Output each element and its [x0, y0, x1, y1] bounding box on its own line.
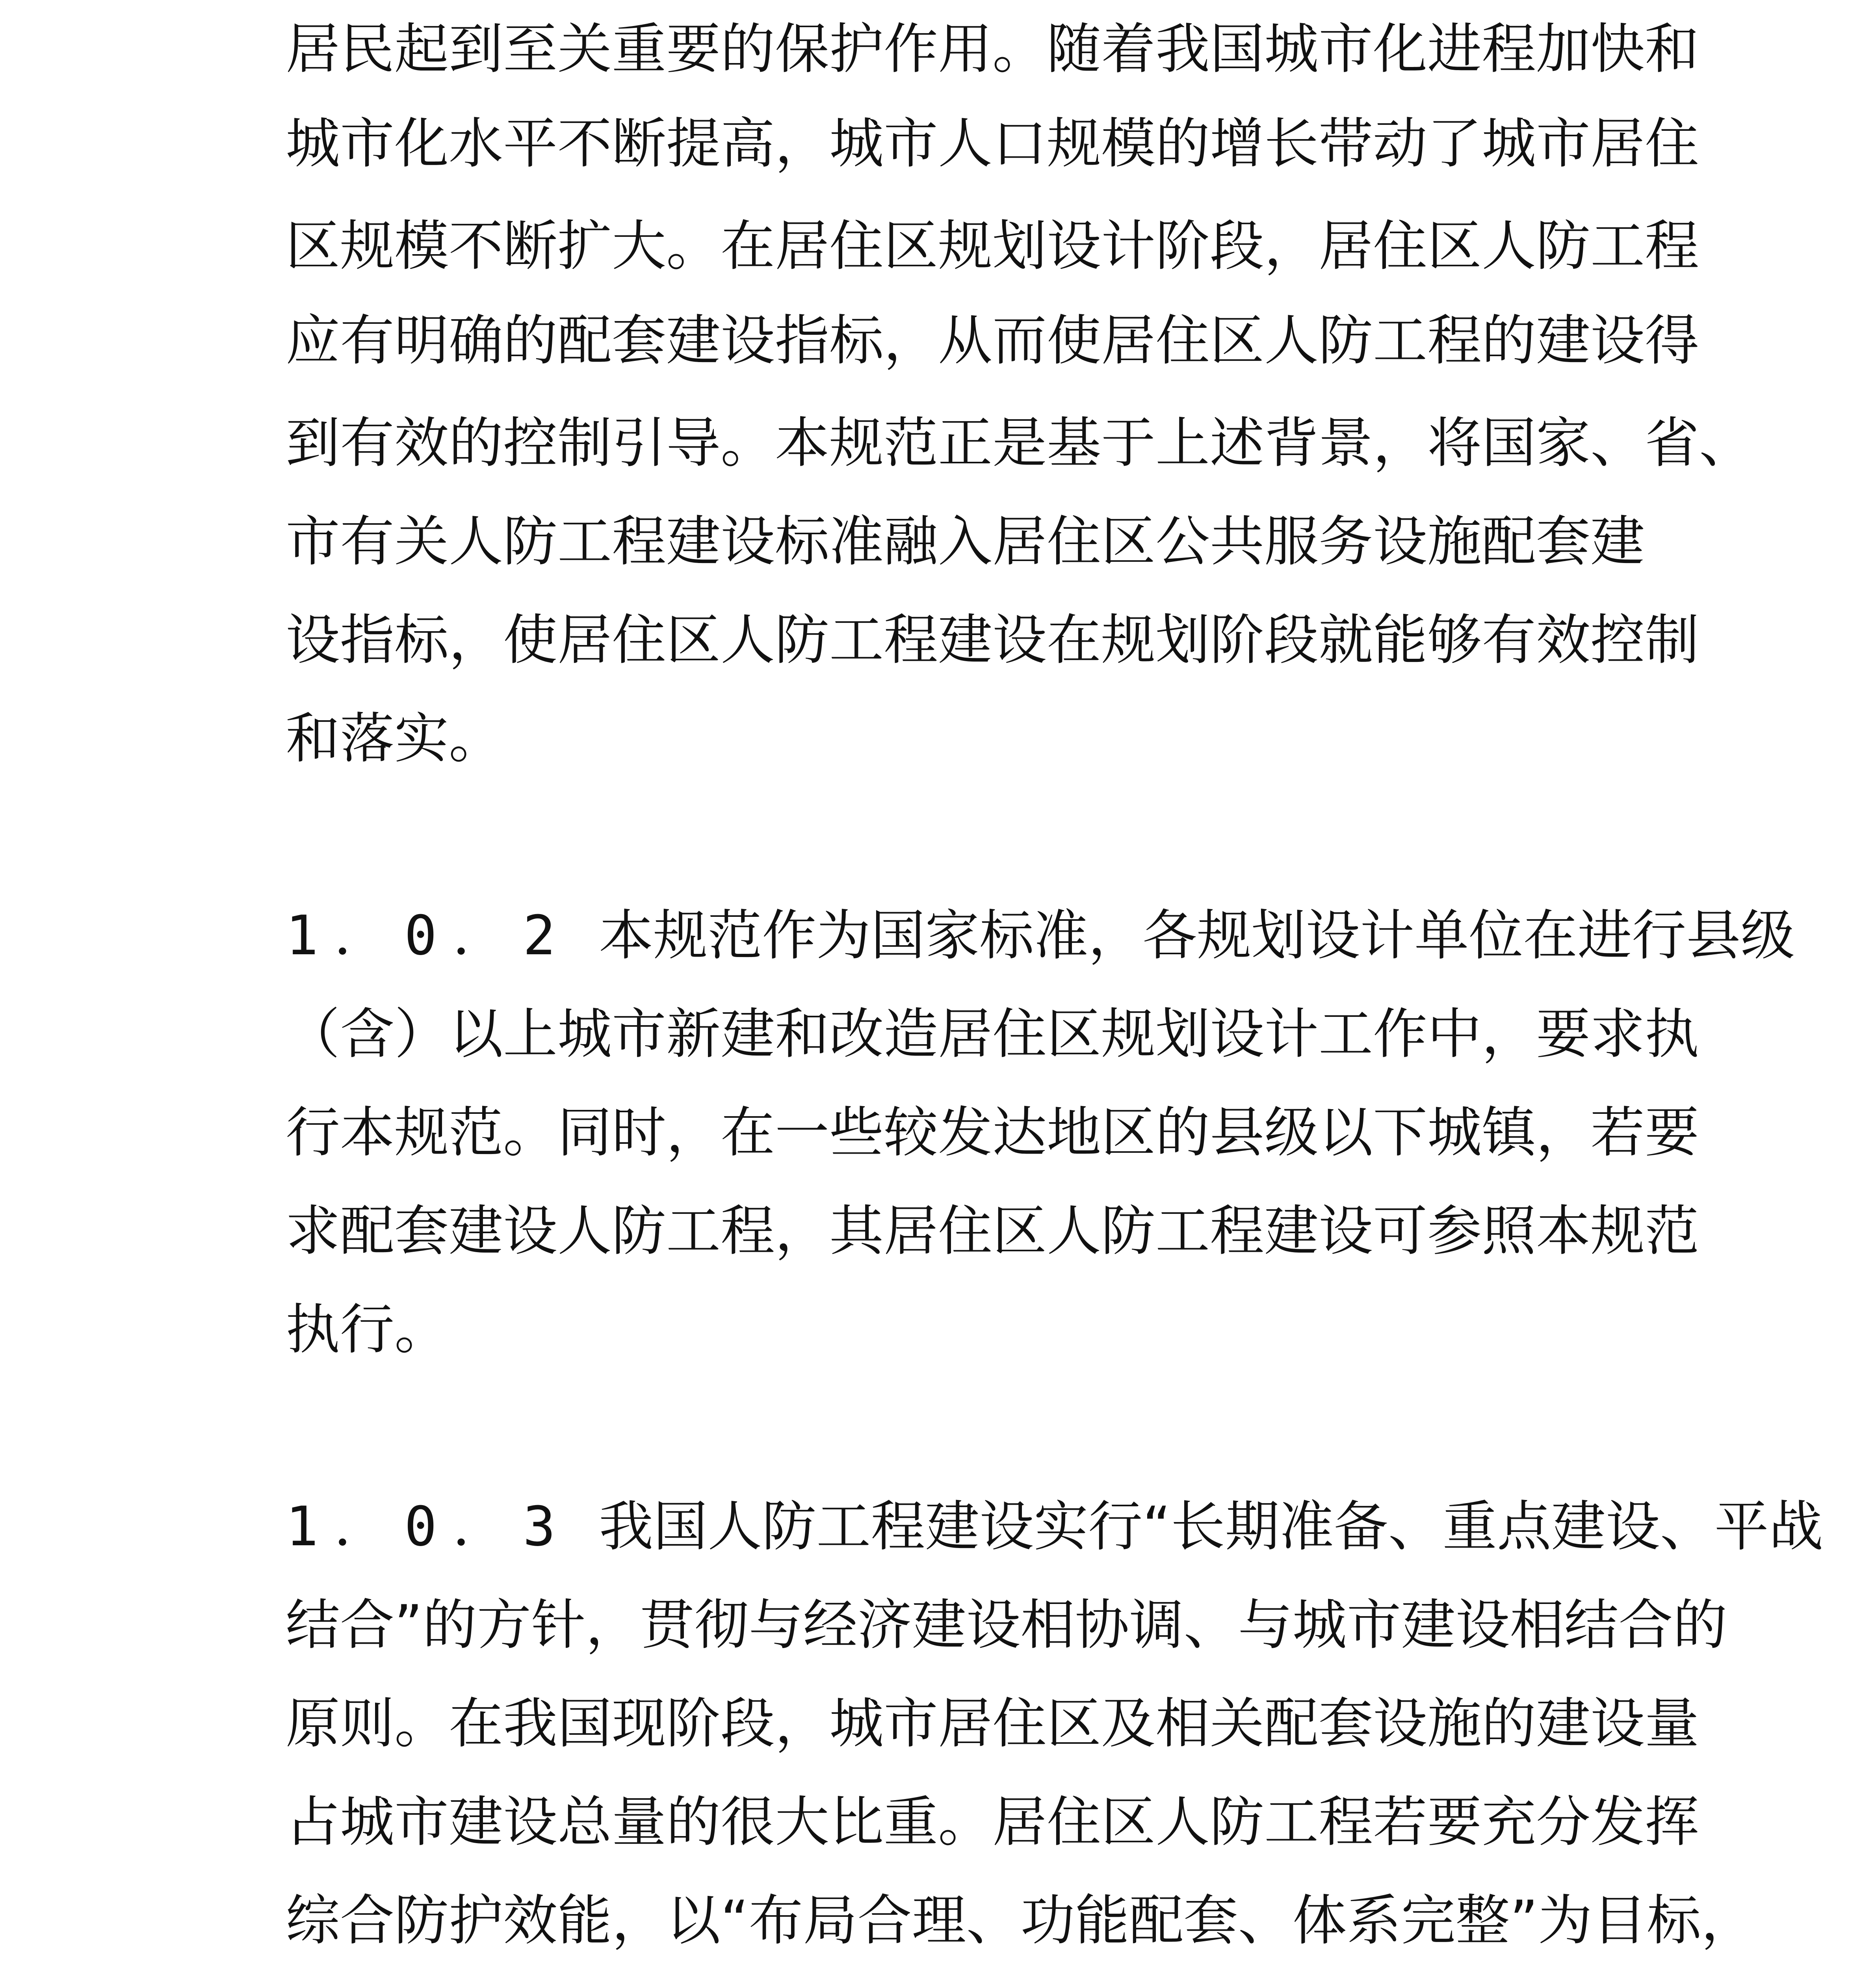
section-number: 1．0．2: [286, 904, 572, 967]
section-1-0-2-line-2: （含）以上城市新建和改造居住区规划设计工作中，要求执: [286, 1002, 1700, 1066]
paragraph-1-line-1: 居民起到至关重要的保护作用。随着我国城市化进程加快和: [286, 17, 1700, 81]
section-number: 1．0．3: [286, 1495, 572, 1558]
paragraph-1-line-2: 城市化水平不断提高，城市人口规模的增长带动了城市居住: [286, 112, 1700, 175]
section-1-0-3-line-2: 结合”的方针，贯彻与经济建设相协调、与城市建设相结合的: [286, 1593, 1727, 1657]
section-1-0-3-line-5: 综合防护效能，以“布局合理、功能配套、体系完整”为目标，: [286, 1889, 1755, 1952]
document-page: [286, 0, 1823, 1970]
paragraph-1-line-7: 设指标，使居住区人防工程建设在规划阶段就能够有效控制: [286, 608, 1700, 672]
section-1-0-2-line-3: 行本规范。同时，在一些较发达地区的县级以下城镇，若要: [286, 1101, 1700, 1164]
section-1-0-3-line-3: 原则。在我国现阶段，城市居住区及相关配套设施的建设量: [286, 1692, 1700, 1755]
section-1-0-2-line-5: 执行。: [286, 1298, 449, 1361]
section-1-0-3-text: 我国人防工程建设实行“长期准备、重点建设、平战: [599, 1495, 1823, 1558]
paragraph-1-line-4: 应有明确的配套建设指标，从而使居住区人防工程的建设得: [286, 309, 1700, 372]
section-1-0-3-line-1: [286, 1479, 1823, 1574]
paragraph-1-line-5: 到有效的控制引导。本规范正是基于上述背景，将国家、省、: [286, 411, 1754, 475]
paragraph-1-line-8: 和落实。: [286, 707, 503, 770]
section-1-0-2-line-4: 求配套建设人防工程，其居住区人防工程建设可参照本规范: [286, 1199, 1700, 1263]
section-1-0-2-text: 本规范作为国家标准，各规划设计单位在进行县级: [599, 904, 1795, 967]
paragraph-1-line-6: 市有关人防工程建设标准融入居住区公共服务设施配套建: [286, 510, 1645, 573]
section-1-0-3-line-4: 占城市建设总量的很大比重。居住区人防工程若要充分发挥: [286, 1790, 1700, 1854]
paragraph-1-line-3: 区规模不断扩大。在居住区规划设计阶段，居住区人防工程: [286, 214, 1700, 278]
section-1-0-2-line-1: [286, 888, 1795, 983]
